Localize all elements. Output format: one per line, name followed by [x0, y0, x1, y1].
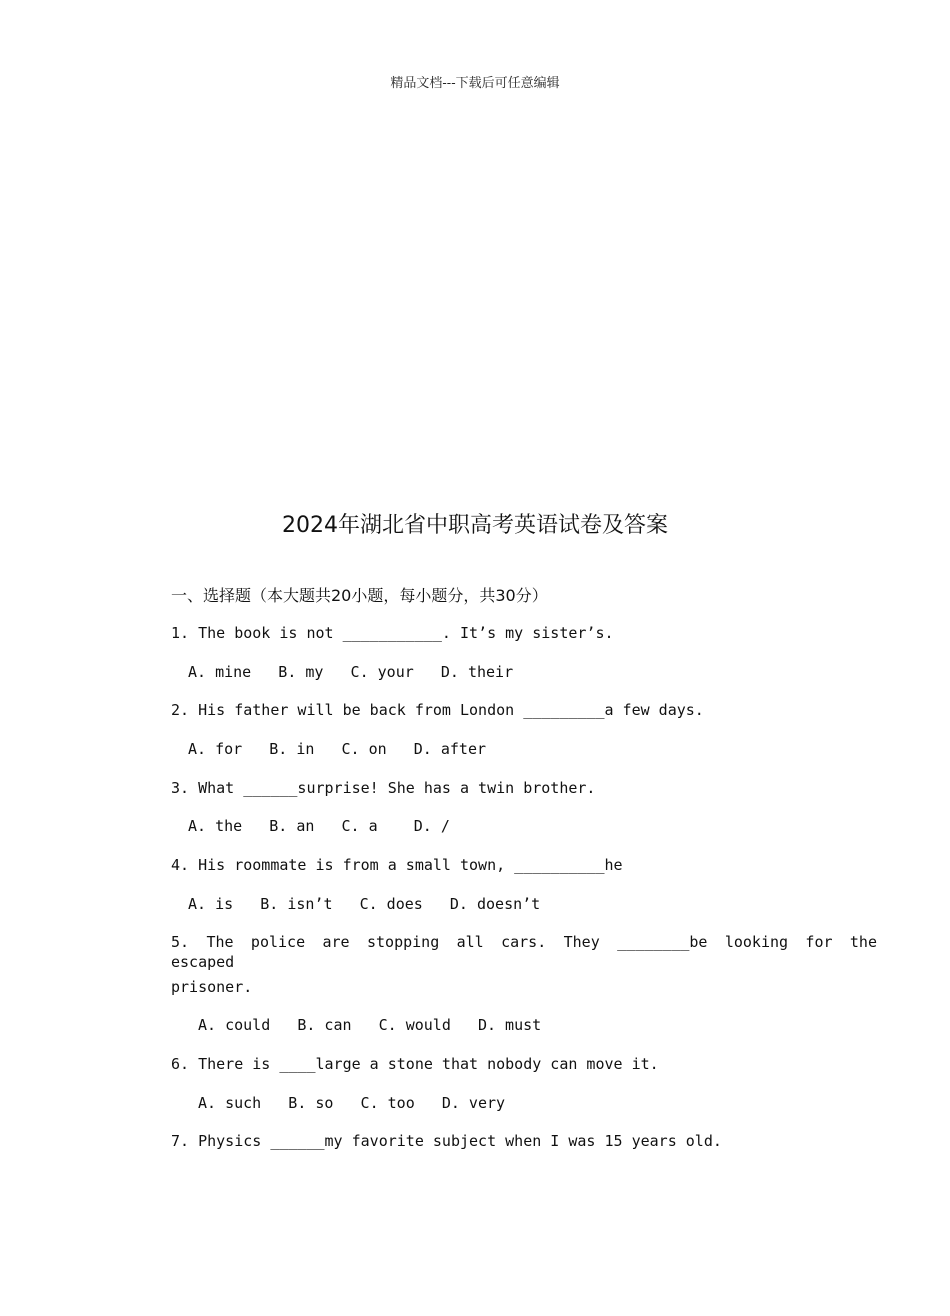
question-5-stem: 5. The police are stopping all cars. They ________be looking for the escaped	[171, 933, 877, 971]
question-2-options: A. for B. in C. on D. after	[188, 740, 487, 758]
question-6-stem: 6. There is ____large a stone that nobody can move it.	[171, 1055, 659, 1073]
question-3-options: A. the B. an C. a D. /	[188, 817, 450, 835]
question-3-stem: 3. What ______surprise! She has a twin brother.	[171, 779, 596, 797]
question-6-options: A. such B. so C. too D. very	[198, 1094, 506, 1112]
question-1-options: A. mine B. my C. your D. their	[188, 663, 514, 681]
question-2-stem: 2. His father will be back from London _________a few days.	[171, 701, 704, 719]
section-heading: 一、选择题（本大题共20小题，每小题分，共30分）	[171, 586, 548, 605]
header-note: 精品文档---下载后可任意编辑	[390, 76, 560, 91]
question-5-options: A. could B. can C. would D. must	[198, 1016, 542, 1034]
document-title: 2024年湖北省中职高考英语试卷及答案	[282, 513, 668, 538]
question-7-stem: 7. Physics ______my favorite subject when I was 15 years old.	[171, 1132, 722, 1150]
question-5-stem-continued: prisoner.	[171, 978, 253, 996]
question-4-stem: 4. His roommate is from a small town, __________he	[171, 856, 623, 874]
question-4-options: A. is B. isn’t C. does D. doesn’t	[188, 895, 541, 913]
question-1-stem: 1. The book is not ___________. It’s my sister’s.	[171, 624, 614, 642]
